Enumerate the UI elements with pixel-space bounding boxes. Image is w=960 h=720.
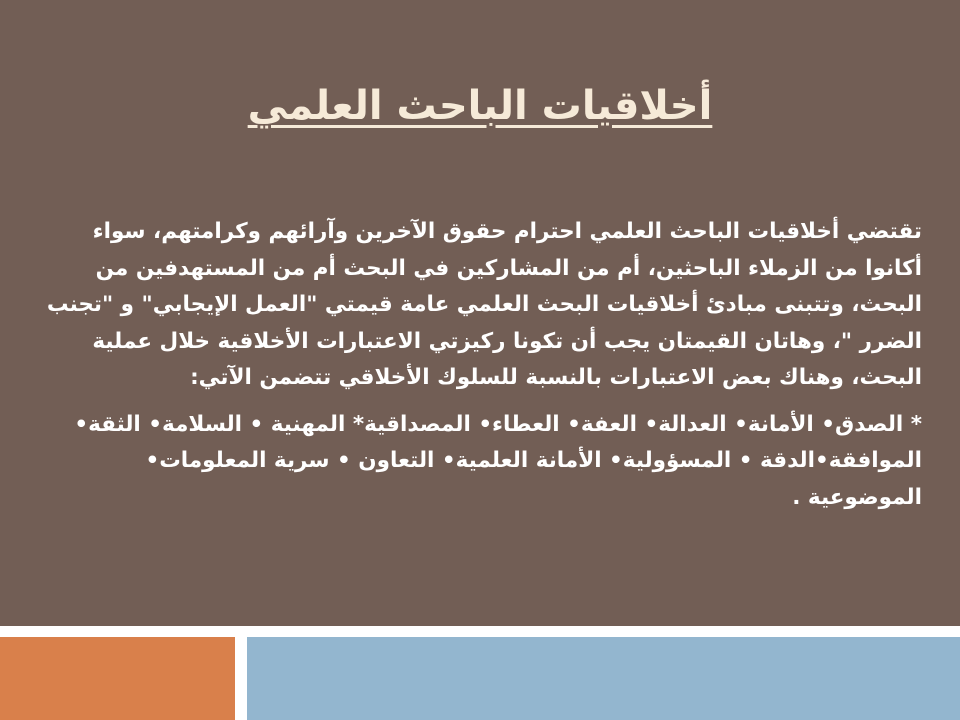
ethical-values-list: * الصدق• الأمانة• العدالة• العفة• العطاء• المصداقية* المهنية • السلامة• الثقة• الموافقة•الدقة • المسؤولية• الأمانة العلمية• التعاون • سرية المعلومات• الموضوعية . xyxy=(74,411,922,510)
ethics-description-paragraph: تقتضي أخلاقيات الباحث العلمي احترام حقوق الآخرين وآرائهم وكرامتهم، سواء أكانوا من الزملاء الباحثين، أم من المشاركين في البحث أم من المستهدفين من البحث، وتتبنى مبادئ أخلاقيات البحث العلمي عامة قيمتي "العمل الإيجابي" و "تجنب الضرر "، وهاتان القيمتان يجب أن تكونا ركيزتي الاعتبارات الأخلاقية خلال عملية البحث، وهناك بعض الاعتبارات بالنسبة للسلوك الأخلاقي تتضمن الآتي: xyxy=(46,219,922,390)
footer-blue-block xyxy=(247,637,960,720)
slide-title: أخلاقيات الباحث العلمي xyxy=(247,83,713,129)
slide-body xyxy=(32,214,922,516)
footer-orange-block xyxy=(0,637,235,720)
